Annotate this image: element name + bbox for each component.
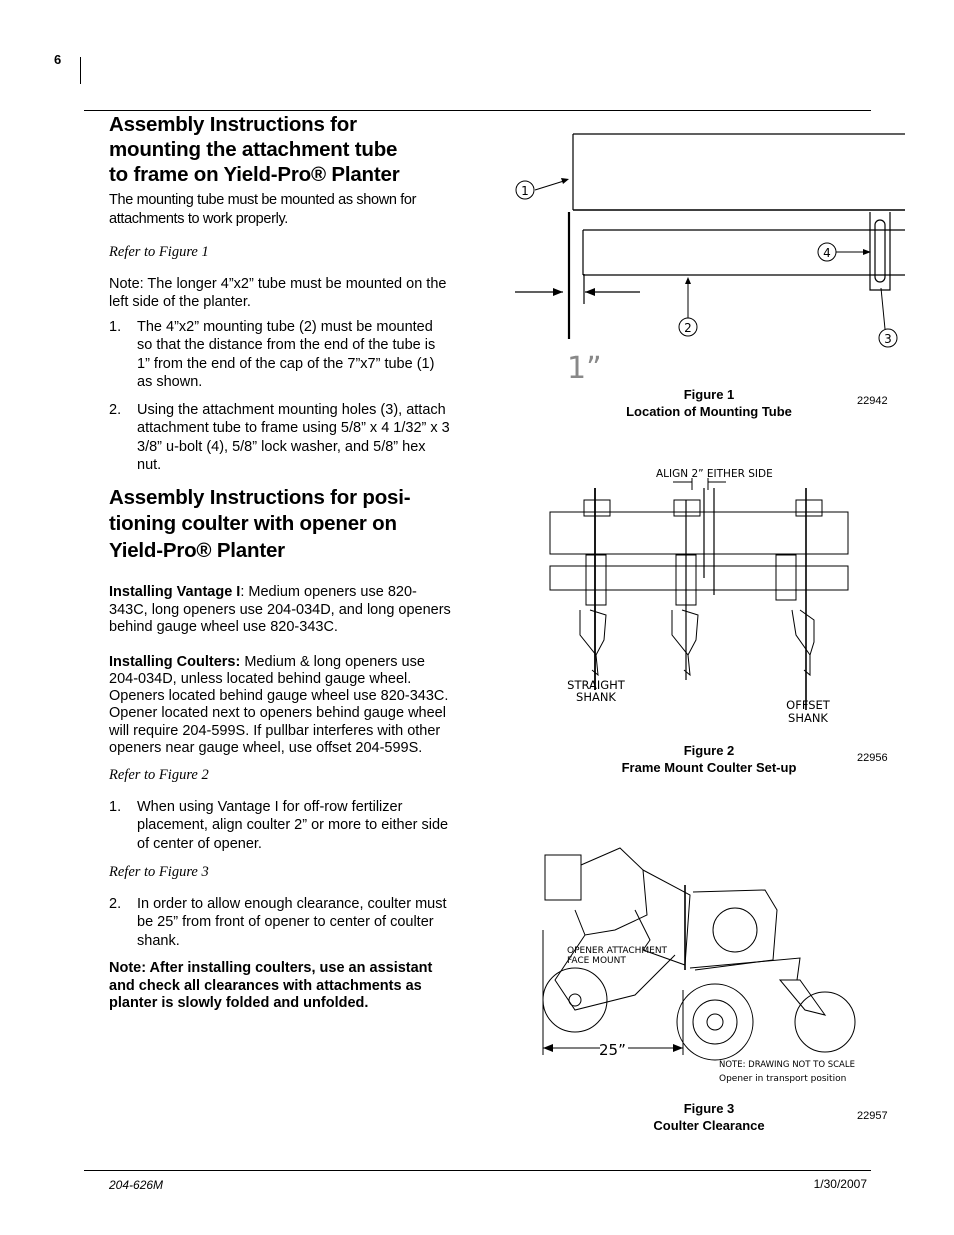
callout-1: 1 [521, 184, 529, 198]
step-text: The 4”x2” mounting tube (2) must be mounted so that the distance from the end of the tube is 1” from the end of the cap of the 7”x7” tube (1) as shown. [137, 318, 436, 390]
step-number: 2. [109, 401, 122, 418]
vantage-label: Installing Vantage I [109, 584, 241, 600]
step-number: 1. [109, 318, 122, 335]
coulters-paragraph [109, 654, 451, 758]
figure-1-title: Location of Mounting Tube [626, 404, 792, 419]
step-text: In order to allow enough clearance, coulter must be 25” from front of opener to center of coulter shank. [137, 895, 447, 949]
figure-2-title: Frame Mount Coulter Set-up [621, 760, 797, 775]
header-rule [84, 110, 871, 111]
section1-step-2 [109, 401, 451, 475]
dimension-25-inch: 25” [599, 1041, 626, 1059]
straight-shank-label-2: SHANK [576, 690, 616, 704]
footer-rule [84, 1170, 871, 1171]
step-text: When using Vantage I for off-row fertilizer placement, align coulter 2” or more to either side of center of opener. [137, 798, 449, 852]
figure-1-caption [600, 386, 818, 420]
figure-3-drawing [525, 840, 870, 1090]
text-column [109, 112, 451, 1013]
figure-1-code: 22942 [857, 395, 888, 407]
vantage-paragraph [109, 584, 451, 637]
final-note: Note: After installing coulters, use an assistant and check all clearances with attachments as planter is slowly folded and unfolded. [109, 960, 433, 1012]
refer-figure-3: Refer to Figure 3 [109, 864, 209, 881]
step-number: 1. [109, 798, 122, 815]
opener-attachment-label-1: OPENER ATTACHMENT [567, 946, 668, 956]
refer-figure-1: Refer to Figure 1 [109, 244, 209, 260]
section2-title-line2: tioning coulter with opener on [109, 512, 397, 535]
doc-number: 204-626M [109, 1178, 164, 1192]
figure-1-drawing [505, 124, 910, 386]
section1-title-line2: mounting the attachment tube [109, 138, 398, 161]
align-label: ALIGN 2” EITHER SIDE [656, 468, 773, 480]
page-number: 6 [54, 52, 62, 67]
figure-2-label: Figure 2 [683, 743, 735, 758]
coulters-label: Installing Coulters: [109, 653, 241, 670]
callout-2: 2 [684, 321, 692, 335]
drawing-note-2: Opener in transport position [719, 1074, 847, 1084]
section2-step1-list [109, 798, 451, 854]
straight-shank-label-1: STRAIGHT [567, 678, 625, 692]
header-vertical-rule [80, 57, 81, 84]
vantage-text: : Medium openers use 820-343C, long openers use 204-034D, and long openers behind gauge wheel use 820-343C. [109, 584, 451, 635]
section2-step-2 [109, 895, 451, 951]
figure-1-label: Figure 1 [683, 387, 735, 402]
section1-intro: The mounting tube must be mounted as shown for attachments to work properly. [109, 192, 417, 227]
figure-2-code: 22956 [857, 752, 888, 764]
opener-attachment-label-2: FACE MOUNT [567, 956, 626, 966]
section1-step-1 [109, 318, 451, 392]
callout-3: 3 [884, 332, 892, 346]
offset-shank-label-2: SHANK [788, 711, 828, 725]
section1-note: Note: The longer 4”x2” tube must be mounted on the left side of the planter. [109, 275, 447, 310]
section2-step-1 [109, 798, 451, 854]
drawing-note-1: NOTE: DRAWING NOT TO SCALE [719, 1060, 855, 1070]
section1-title-line3: to frame on Yield-Pro® Planter [109, 163, 400, 186]
figure-3-caption [600, 1100, 818, 1134]
figure-2-drawing [548, 460, 853, 730]
section1-title [109, 112, 451, 187]
coulters-text: Medium & long openers use 204-034D, unless located behind gauge wheel. Openers located behind gauge wheel use 820-343C. Opener located next to openers behind gauge wheel will require 204-599S. If pullbar interferes with other openers near gauge wheel, use offset 204-599S. [109, 653, 449, 756]
section2-title-line1: Assembly Instructions for posi- [109, 485, 411, 509]
section2-step2-list [109, 895, 451, 951]
dimension-1-inch: 1” [567, 351, 602, 386]
refer-figure-2: Refer to Figure 2 [109, 767, 209, 784]
offset-shank-label-1: OFFSET [786, 698, 830, 712]
section2-title-line3: Yield-Pro® Planter [109, 538, 285, 562]
figure-2-caption [600, 742, 818, 776]
figure-3-title: Coulter Clearance [653, 1118, 765, 1133]
section1-steps [109, 318, 451, 475]
callout-4: 4 [823, 246, 831, 260]
section2-title [109, 485, 451, 565]
doc-date: 1/30/2007 [813, 1177, 867, 1191]
step-text: Using the attachment mounting holes (3), attach attachment tube to frame using 5/8” x 4 1/32” x 3 3/8” u-bolt (4), 5/8” lock washer, and 5/8” hex nut. [137, 401, 450, 473]
figure-3-label: Figure 3 [683, 1101, 735, 1116]
figure-3-code: 22957 [857, 1110, 888, 1122]
step-number: 2. [109, 895, 122, 912]
section1-title-line1: Assembly Instructions for [109, 113, 357, 136]
